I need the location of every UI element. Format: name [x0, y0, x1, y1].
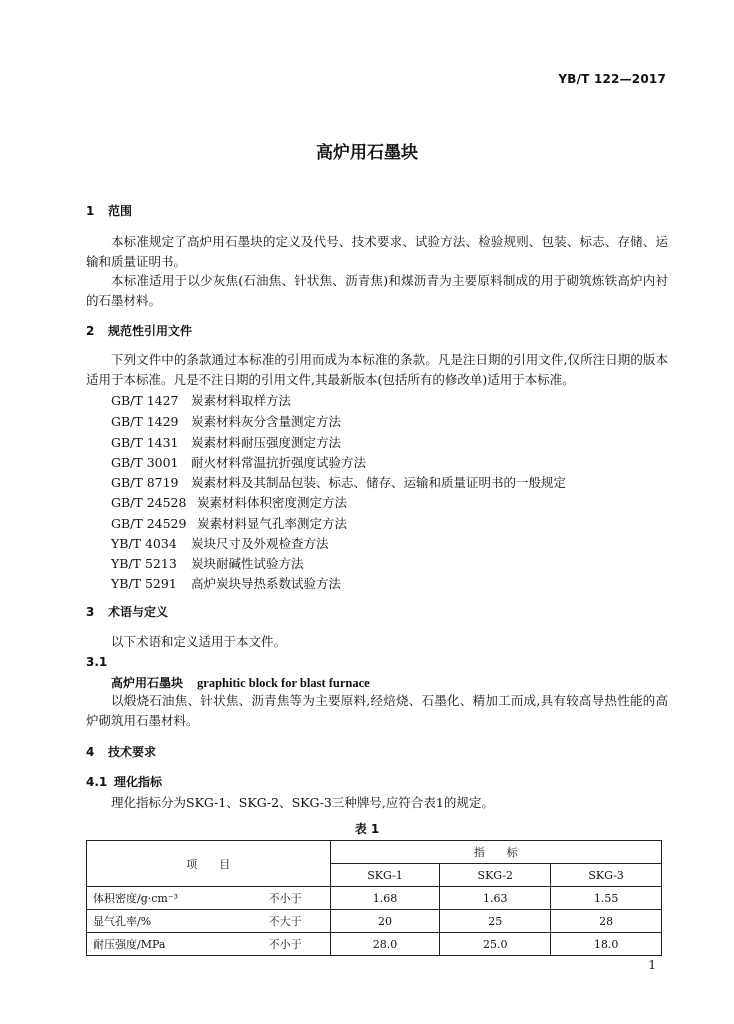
table-cell-value: 25: [440, 910, 551, 933]
table-header-item: 项 目: [87, 841, 331, 887]
table-cell-value: 28.0: [330, 933, 440, 956]
section-1-paragraph-1: 本标准规定了高炉用石墨块的定义及代号、技术要求、试验方法、检验规则、包装、标志、存储、运输和质量证明书。: [86, 234, 668, 269]
reference-item: [111, 514, 347, 532]
section-1-heading: [86, 202, 132, 219]
reference-item: [111, 473, 566, 491]
subsection-4-1-heading: [86, 773, 162, 790]
reference-item: [111, 493, 347, 511]
reference-code: YB/T 5291: [111, 576, 177, 591]
reference-title: 炭块耐碱性试验方法: [191, 556, 304, 571]
reference-item: [111, 412, 341, 430]
reference-item: [111, 433, 341, 451]
reference-code: GB/T 24529: [111, 516, 187, 531]
reference-code: YB/T 4034: [111, 536, 177, 551]
table-row: [87, 887, 662, 910]
table-cell-value: 1.68: [330, 887, 440, 910]
section-2-heading: [86, 322, 192, 339]
table-cell-condition: 不大于: [256, 910, 330, 933]
section-title: 术语与定义: [108, 605, 169, 619]
section-3-heading: [86, 603, 168, 620]
section-title: 技术要求: [108, 745, 157, 759]
section-4-heading: [86, 743, 156, 760]
table-cell-value: 18.0: [551, 933, 662, 956]
section-4-paragraph-1: 理化指标分为SKG-1、SKG-2、SKG-3三种牌号,应符合表1的规定。: [111, 795, 494, 810]
document-title: 高炉用石墨块: [316, 143, 418, 163]
subsection-number: 4.1: [86, 775, 108, 789]
reference-item: [111, 391, 291, 409]
reference-code: GB/T 24528: [111, 495, 187, 510]
section-number: 4: [86, 745, 95, 759]
table-header-grade: SKG-2: [440, 864, 551, 887]
reference-code: YB/T 5213: [111, 556, 177, 571]
table-header-index: 指 标: [330, 841, 661, 864]
reference-title: 炭素材料取样方法: [191, 393, 292, 408]
term-definition: 以煅烧石油焦、针状焦、沥青焦等为主要原料,经焙烧、石墨化、精加工而成,具有较高导热性能的高炉砌筑用石墨材料。: [86, 693, 668, 728]
section-number: 1: [86, 204, 95, 218]
table-header-grade: SKG-3: [551, 864, 662, 887]
reference-title: 炭块尺寸及外观检查方法: [191, 536, 329, 551]
section-2-paragraph-1: 下列文件中的条款通过本标准的引用而成为本标准的条款。凡是注日期的引用文件,仅所注日期的版本适用于本标准。凡是不注日期的引用文件,其最新版本(包括所有的修改单)适用于本标准。: [86, 352, 668, 387]
reference-code: GB/T 1427: [111, 393, 179, 408]
section-number: 3: [86, 605, 95, 619]
reference-title: 高炉炭块导热系数试验方法: [191, 576, 342, 591]
table-cell-value: 20: [330, 910, 440, 933]
reference-code: GB/T 8719: [111, 475, 179, 490]
table-cell-value: 1.63: [440, 887, 551, 910]
section-title: 范围: [108, 204, 133, 218]
table-header-grade: SKG-1: [330, 864, 440, 887]
section-title: 规范性引用文件: [108, 324, 193, 338]
standard-code: YB/T 122—2017: [558, 72, 666, 86]
section-number: 2: [86, 324, 95, 338]
term-english: graphitic block for blast furnace: [197, 676, 370, 690]
reference-code: GB/T 1431: [111, 435, 179, 450]
table-cell-item: 体积密度/g·cm⁻³: [87, 887, 257, 910]
page-number: 1: [648, 958, 656, 972]
term-chinese: 高炉用石墨块: [111, 676, 184, 690]
reference-code: GB/T 3001: [111, 455, 179, 470]
reference-title: 炭素材料显气孔率测定方法: [197, 516, 348, 531]
term-heading: [111, 674, 370, 691]
reference-title: 炭素材料灰分含量测定方法: [191, 414, 342, 429]
table-row: [87, 910, 662, 933]
table-cell-item: 耐压强度/MPa: [87, 933, 257, 956]
reference-title: 耐火材料常温抗折强度试验方法: [191, 455, 367, 470]
reference-item: [111, 453, 366, 471]
section-1-paragraph-2: 本标准适用于以少灰焦(石油焦、针状焦、沥青焦)和煤沥青为主要原料制成的用于砌筑炼铁高炉内衬的石墨材料。: [86, 273, 668, 308]
table-cell-value: 28: [551, 910, 662, 933]
properties-table: [86, 840, 662, 956]
table-row: [87, 933, 662, 956]
reference-code: GB/T 1429: [111, 414, 179, 429]
table-cell-value: 25.0: [440, 933, 551, 956]
table-cell-item: 显气孔率/%: [87, 910, 257, 933]
subsection-3-1-number: 3.1: [86, 655, 108, 669]
section-3-paragraph-1: 以下术语和定义适用于本文件。: [111, 634, 287, 649]
table-cell-condition: 不小于: [256, 933, 330, 956]
table-caption: 表 1: [354, 822, 380, 836]
reference-title: 炭素材料耐压强度测定方法: [191, 435, 342, 450]
reference-item: [111, 554, 304, 572]
subsection-title: 理化指标: [114, 775, 163, 789]
table-cell-condition: 不小于: [256, 887, 330, 910]
reference-title: 炭素材料及其制品包装、标志、储存、运输和质量证明书的一般规定: [191, 475, 567, 490]
table-cell-value: 1.55: [551, 887, 662, 910]
reference-item: [111, 574, 341, 592]
reference-title: 炭素材料体积密度测定方法: [197, 495, 348, 510]
reference-item: [111, 534, 329, 552]
